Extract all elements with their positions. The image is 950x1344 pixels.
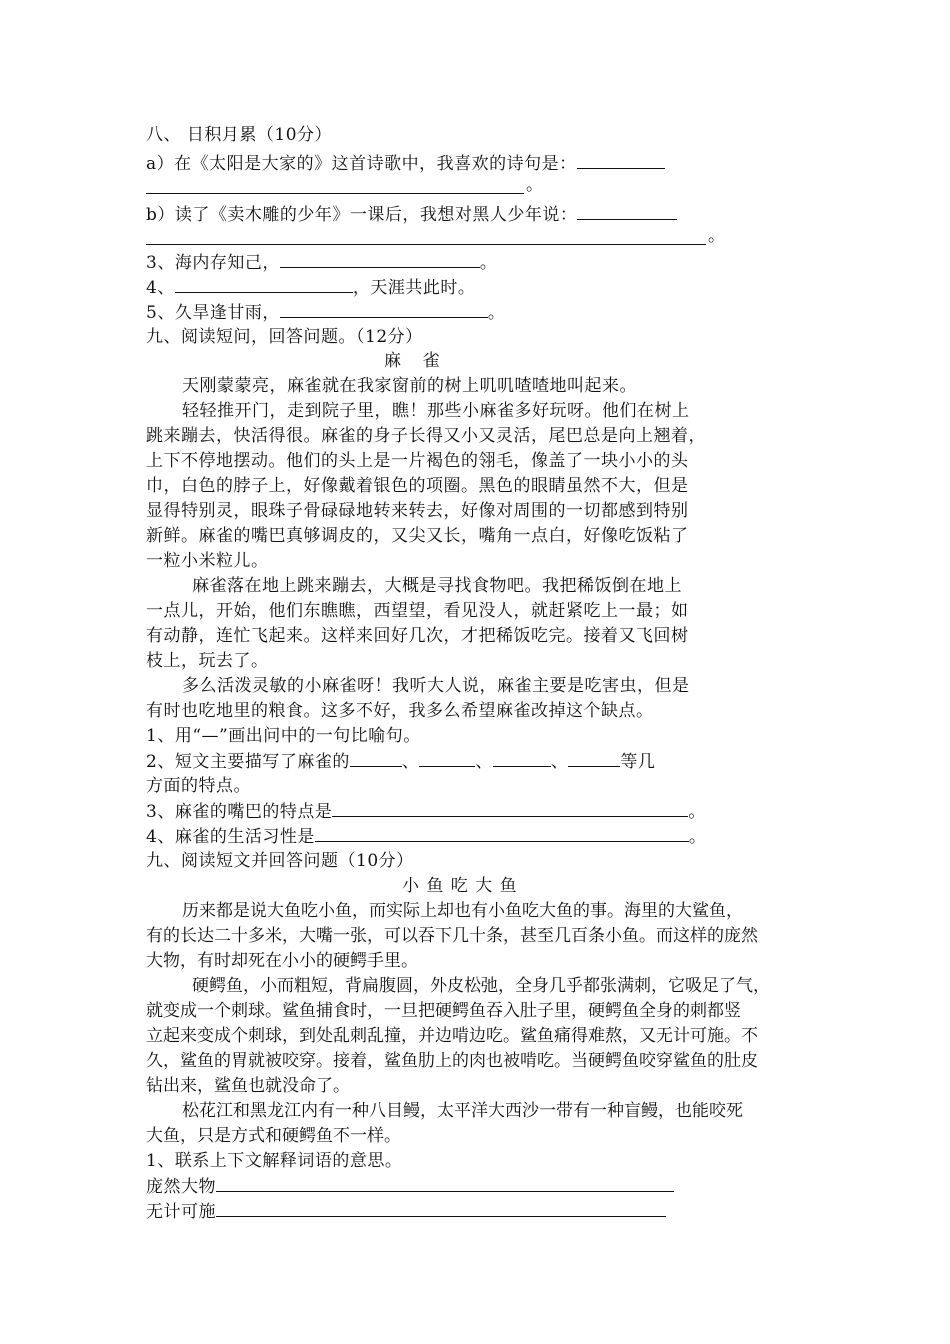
- passage-title-small-fish: 小 鱼 吃 大 鱼: [402, 876, 518, 896]
- question-8-4: [146, 276, 475, 299]
- passage-line: 钻出来，鲨鱼也就没命了。: [146, 1076, 350, 1096]
- separator: 、: [550, 752, 569, 772]
- answer-blank-9a-2-3[interactable]: [493, 750, 551, 767]
- question-8-5: [146, 301, 505, 324]
- question-9a-4: [146, 825, 706, 848]
- question-8-5-text: 5、久旱逢甘雨，: [146, 303, 280, 323]
- answer-blank-8-5[interactable]: [280, 301, 488, 318]
- question-8a-end: 。: [526, 175, 544, 195]
- passage-title-sparrow: 麻 雀: [384, 351, 440, 371]
- passage-line: 就变成一个刺球。鲨鱼捕食时，一旦把硬鳄鱼吞入肚子里，硬鳄鱼全身的刺都竖: [146, 1001, 741, 1021]
- question-9a-3-end: 。: [688, 802, 706, 822]
- separator: 、: [475, 752, 493, 772]
- question-8-3-end: 。: [479, 253, 498, 273]
- question-9a-2-text: 2、短文主要描写了麻雀的: [146, 752, 350, 772]
- passage-line: 轻轻推开门，走到院子里，瞧！那些小麻雀多好玩呀。他们在树上: [182, 401, 690, 421]
- question-8b: [146, 203, 677, 226]
- answer-blank-9a-4[interactable]: [315, 825, 689, 842]
- section-9a-heading: 九、阅读短问，回答问题。（12分）: [146, 327, 423, 347]
- question-8-3-text: 3、海内存知己，: [146, 253, 280, 273]
- passage-line: 有的长达二十多米，大嘴一张，可以吞下几十条，甚至几百条小鱼。而这样的庞然: [146, 926, 758, 946]
- answer-blank-8-4[interactable]: [175, 276, 353, 293]
- passage-line: 立起来变成个刺球，到处乱刺乱撞，并边啃边吃。鲨鱼痛得难熬，又无计可施。不: [146, 1026, 758, 1046]
- question-9a-3: [146, 800, 706, 823]
- answer-blank-8a-2[interactable]: [146, 193, 524, 194]
- passage-line: 上下不停地摆动。他们的头上是一片褐色的翎毛，像盖了一块小小的头: [146, 451, 689, 471]
- question-8-3: [146, 251, 497, 274]
- answer-blank-9a-2-2[interactable]: [419, 750, 475, 767]
- vocab-term-2: 无计可施: [146, 1202, 216, 1222]
- answer-blank-8b-1[interactable]: [577, 203, 677, 220]
- question-8-5-end: 。: [487, 303, 506, 323]
- passage-line: 巾，白色的脖子上，好像戴着银色的项圈。黑色的眼睛虽然不大，但是: [146, 476, 689, 496]
- passage-line: 天刚蒙蒙亮，麻雀就在我家窗前的树上叽叽喳喳地叫起来。: [182, 376, 637, 396]
- section-9b-heading: 九、阅读短文并回答问题（10分）: [146, 851, 414, 871]
- answer-blank-vocab-1[interactable]: [216, 1175, 674, 1192]
- question-9a-1: 1、用“—”画出问中的一句比喻句。: [146, 726, 421, 746]
- question-9b-1: 1、联系上下文解释词语的意思。: [146, 1151, 403, 1171]
- passage-line: 大物，有时却死在小小的硬鳄手里。: [146, 951, 418, 971]
- question-9a-3-text: 3、麻雀的嘴巴的特点是: [146, 802, 333, 822]
- answer-blank-9a-2-4[interactable]: [568, 750, 620, 767]
- question-8b-end: 。: [708, 226, 726, 246]
- question-9a-4-text: 4、麻雀的生活习性是: [146, 827, 315, 847]
- passage-line: 新鲜。麻雀的嘴巴真够调皮的，又尖又长，嘴角一点白，好像吃饭粘了: [146, 526, 689, 546]
- passage-line: 显得特别灵，眼珠子骨碌碌地转来转去，好像对周围的一切都感到特别: [146, 501, 689, 521]
- section-8-heading: 八、 日积月累（10分）: [146, 125, 333, 145]
- question-9a-2-line2: 方面的特点。: [146, 776, 251, 796]
- vocab-term-1: 庞然大物: [146, 1177, 216, 1197]
- answer-blank-8a-1[interactable]: [577, 152, 665, 169]
- question-8-4-text: 4、: [146, 278, 175, 298]
- passage-line: 一粒小米粒儿。: [146, 551, 269, 571]
- passage-line: 大鱼，只是方式和硬鳄鱼不一样。: [146, 1126, 401, 1146]
- passage-line: 多么活泼灵敏的小麻雀呀！我听大人说，麻雀主要是吃害虫，但是: [182, 676, 690, 696]
- passage-line: 一点儿，开始，他们东瞧瞧，西望望，看见没人，就赶紧吃上一最；如: [146, 601, 689, 621]
- question-8b-text: b）读了《卖木雕的少年》一课后，我想对黑人少年说：: [146, 205, 578, 225]
- passage-line: 松花江和黑龙江内有一种八目鳗，太平洋大西沙一带有一种盲鳗，也能咬死: [182, 1101, 743, 1121]
- passage-line: 历来都是说大鱼吃小鱼，而实际上却也有小鱼吃大鱼的事。海里的大鲨鱼，: [182, 901, 743, 921]
- question-8-4-end: ，天涯共此时。: [352, 278, 476, 298]
- question-8a: [146, 152, 665, 175]
- answer-blank-8-3[interactable]: [280, 251, 480, 268]
- passage-line: 枝上，玩去了。: [146, 651, 269, 671]
- answer-blank-9a-2-1[interactable]: [350, 750, 402, 767]
- answer-blank-9a-3[interactable]: [332, 800, 688, 817]
- answer-blank-vocab-2[interactable]: [216, 1200, 666, 1217]
- question-9a-2: [146, 750, 655, 773]
- passage-line: 有动静，连忙飞起来。这样来回好几次，才把稀饭吃完。接着又飞回树: [146, 626, 689, 646]
- question-8a-text: a）在《太阳是大家的》这首诗歌中，我喜欢的诗句是：: [146, 154, 577, 174]
- vocab-item-2: [146, 1200, 666, 1223]
- passage-line: 有时也吃地里的粮食。这多不好，我多么希望麻雀改掉这个缺点。: [146, 701, 654, 721]
- question-9a-2-suffix: 等几: [620, 752, 656, 772]
- question-9a-4-end: 。: [688, 827, 707, 847]
- passage-line: 硬鳄鱼，小而粗短，背扁腹圆，外皮松弛，全身几乎都张满刺，它吸足了气，: [192, 976, 770, 996]
- passage-line: 久，鲨鱼的胃就被咬穿。接着，鲨鱼肋上的肉也被啃吃。当硬鳄鱼咬穿鲨鱼的肚皮: [146, 1051, 758, 1071]
- separator: 、: [401, 752, 420, 772]
- answer-blank-8b-2[interactable]: [146, 244, 706, 245]
- passage-line: 麻雀落在地上跳来蹦去，大概是寻找食物吧。我把稀饭倒在地上: [192, 576, 682, 596]
- vocab-item-1: [146, 1175, 674, 1198]
- passage-line: 跳来蹦去，快活得很。麻雀的身子长得又小又灵活，尾巴总是向上翘着，: [146, 426, 706, 446]
